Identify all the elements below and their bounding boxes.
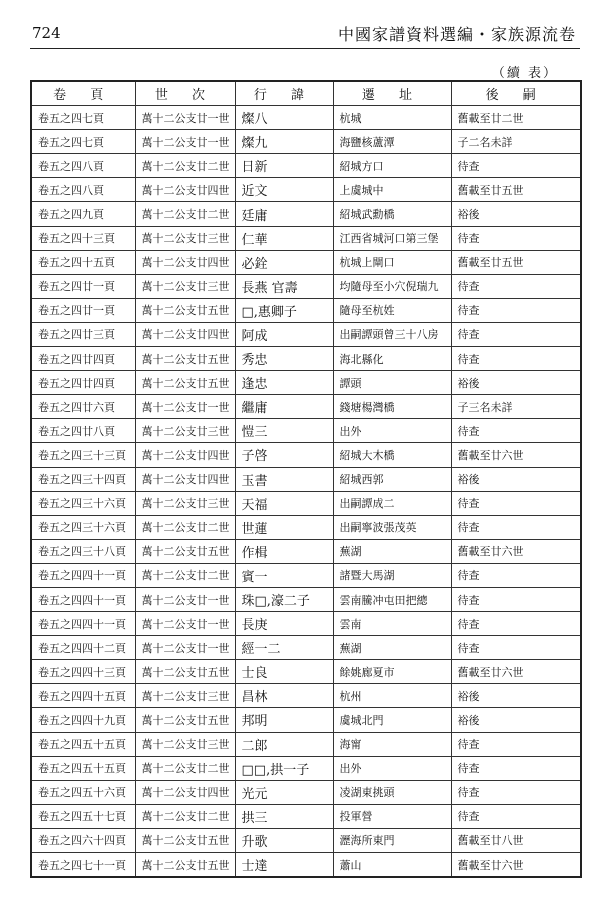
cell-volume-page: 卷五之四五十五頁 [31, 732, 135, 756]
cell-generation: 萬十二公支廿五世 [135, 708, 235, 732]
cell-name: 天福 [235, 491, 333, 515]
cell-volume-page: 卷五之四十三頁 [31, 226, 135, 250]
cell-name: 繼庸 [235, 395, 333, 419]
cell-generation: 萬十二公支廿一世 [135, 130, 235, 154]
table-row [31, 443, 581, 467]
cell-generation: 萬十二公支廿四世 [135, 322, 235, 346]
cell-name: □□,拱一子 [235, 756, 333, 780]
table-row [31, 130, 581, 154]
cell-migration: 蕭山 [333, 853, 451, 878]
column-header-name: 行 諱 [235, 81, 333, 106]
cell-name: 廷庸 [235, 202, 333, 226]
table-header-row [31, 81, 581, 106]
cell-name: 士達 [235, 853, 333, 878]
cell-migration: 出外 [333, 756, 451, 780]
cell-migration: 出外 [333, 419, 451, 443]
cell-migration: 錢塘楊灣橋 [333, 395, 451, 419]
cell-migration: 上虞城中 [333, 178, 451, 202]
cell-descendants: 裕後 [451, 684, 581, 708]
cell-name: 必銓 [235, 250, 333, 274]
cell-generation: 萬十二公支廿二世 [135, 563, 235, 587]
table-row [31, 756, 581, 780]
cell-migration: 譚頭 [333, 371, 451, 395]
cell-generation: 萬十二公支廿五世 [135, 853, 235, 878]
cell-descendants: 待查 [451, 780, 581, 804]
cell-volume-page: 卷五之四廿四頁 [31, 371, 135, 395]
cell-descendants: 待查 [451, 756, 581, 780]
cell-descendants: 子三名未詳 [451, 395, 581, 419]
cell-descendants: 待查 [451, 322, 581, 346]
cell-generation: 萬十二公支廿三世 [135, 226, 235, 250]
running-title: 中國家譜資料選編・家族源流卷 [337, 25, 576, 44]
cell-migration: 諸暨大馬湖 [333, 563, 451, 587]
table-row [31, 853, 581, 878]
cell-migration: 海北縣化 [333, 347, 451, 371]
cell-name: 長庚 [235, 612, 333, 636]
cell-volume-page: 卷五之四七十一頁 [31, 853, 135, 878]
cell-name: 近文 [235, 178, 333, 202]
cell-volume-page: 卷五之四三十四頁 [31, 467, 135, 491]
cell-generation: 萬十二公支廿二世 [135, 756, 235, 780]
cell-name: 玉書 [235, 467, 333, 491]
cell-descendants: 待查 [451, 612, 581, 636]
cell-migration: 紹城方口 [333, 154, 451, 178]
table-row [31, 226, 581, 250]
cell-generation: 萬十二公支廿一世 [135, 395, 235, 419]
cell-migration: 紹城大木橋 [333, 443, 451, 467]
cell-descendants: 舊載至廿八世 [451, 828, 581, 852]
table-row [31, 660, 581, 684]
cell-generation: 萬十二公支廿三世 [135, 732, 235, 756]
cell-migration: 雲南 [333, 612, 451, 636]
cell-migration: 出嗣譚成二 [333, 491, 451, 515]
column-header-descendants: 後 嗣 [451, 81, 581, 106]
cell-migration: 杭城上閘口 [333, 250, 451, 274]
cell-volume-page: 卷五之四四十一頁 [31, 612, 135, 636]
table-body [31, 106, 581, 878]
cell-migration: 紹城西郭 [333, 467, 451, 491]
cell-volume-page: 卷五之四四十一頁 [31, 587, 135, 611]
table-row [31, 612, 581, 636]
table-row [31, 732, 581, 756]
cell-migration: 投軍營 [333, 804, 451, 828]
table-row [31, 250, 581, 274]
table-row [31, 684, 581, 708]
cell-migration: 瀝海所東門 [333, 828, 451, 852]
table-row [31, 539, 581, 563]
cell-descendants: 待查 [451, 226, 581, 250]
cell-descendants: 裕後 [451, 708, 581, 732]
cell-name: 士良 [235, 660, 333, 684]
table-row [31, 491, 581, 515]
cell-name: 長燕 官壽 [235, 274, 333, 298]
cell-name: 愷三 [235, 419, 333, 443]
cell-generation: 萬十二公支廿四世 [135, 250, 235, 274]
cell-generation: 萬十二公支廿三世 [135, 274, 235, 298]
cell-migration: 杭州 [333, 684, 451, 708]
cell-migration: 蕪湖 [333, 636, 451, 660]
cell-volume-page: 卷五之四三十三頁 [31, 443, 135, 467]
cell-descendants: 待查 [451, 563, 581, 587]
cell-migration: 隨母至杭姓 [333, 298, 451, 322]
cell-volume-page: 卷五之四六十四頁 [31, 828, 135, 852]
cell-generation: 萬十二公支廿四世 [135, 443, 235, 467]
table-row [31, 563, 581, 587]
cell-volume-page: 卷五之四九頁 [31, 202, 135, 226]
cell-generation: 萬十二公支廿三世 [135, 419, 235, 443]
cell-name: □,惠卿子 [235, 298, 333, 322]
table-row [31, 347, 581, 371]
cell-name: 昌林 [235, 684, 333, 708]
table-row [31, 780, 581, 804]
cell-migration: 虞城北門 [333, 708, 451, 732]
table-row [31, 395, 581, 419]
table-row [31, 467, 581, 491]
cell-descendants: 待查 [451, 804, 581, 828]
cell-name: 秀忠 [235, 347, 333, 371]
cell-volume-page: 卷五之四四十五頁 [31, 684, 135, 708]
cell-descendants: 待查 [451, 154, 581, 178]
cell-descendants: 舊載至廿六世 [451, 443, 581, 467]
table-row [31, 636, 581, 660]
cell-generation: 萬十二公支廿一世 [135, 636, 235, 660]
cell-generation: 萬十二公支廿一世 [135, 106, 235, 130]
cell-descendants: 裕後 [451, 371, 581, 395]
cell-descendants: 裕後 [451, 467, 581, 491]
cell-migration: 蕪湖 [333, 539, 451, 563]
cell-volume-page: 卷五之四廿三頁 [31, 322, 135, 346]
table-row [31, 804, 581, 828]
cell-descendants: 待查 [451, 274, 581, 298]
cell-descendants: 待查 [451, 732, 581, 756]
cell-name: 世蓮 [235, 515, 333, 539]
header-rule [30, 48, 580, 49]
cell-name: 仁華 [235, 226, 333, 250]
cell-migration: 海甯 [333, 732, 451, 756]
cell-generation: 萬十二公支廿二世 [135, 804, 235, 828]
table-row [31, 322, 581, 346]
cell-volume-page: 卷五之四三十六頁 [31, 491, 135, 515]
cell-name: 逢忠 [235, 371, 333, 395]
cell-name: 作楫 [235, 539, 333, 563]
table-row [31, 371, 581, 395]
table-row [31, 515, 581, 539]
cell-volume-page: 卷五之四廿六頁 [31, 395, 135, 419]
table-row [31, 202, 581, 226]
cell-name: 子啓 [235, 443, 333, 467]
cell-name: 升歌 [235, 828, 333, 852]
cell-migration: 雲南騰冲屯田把總 [333, 587, 451, 611]
cell-generation: 萬十二公支廿四世 [135, 467, 235, 491]
cell-generation: 萬十二公支廿五世 [135, 371, 235, 395]
cell-generation: 萬十二公支廿五世 [135, 828, 235, 852]
cell-descendants: 舊載至廿五世 [451, 178, 581, 202]
cell-descendants: 待查 [451, 587, 581, 611]
cell-volume-page: 卷五之四廿一頁 [31, 298, 135, 322]
table-row [31, 154, 581, 178]
cell-volume-page: 卷五之四五十六頁 [31, 780, 135, 804]
cell-volume-page: 卷五之四三十八頁 [31, 539, 135, 563]
cell-name: 日新 [235, 154, 333, 178]
cell-descendants: 舊載至廿六世 [451, 660, 581, 684]
cell-descendants: 待查 [451, 347, 581, 371]
genealogy-table [30, 80, 582, 878]
cell-generation: 萬十二公支廿五世 [135, 539, 235, 563]
cell-name: 邦明 [235, 708, 333, 732]
cell-name: 珠□,濠二子 [235, 587, 333, 611]
cell-generation: 萬十二公支廿二世 [135, 154, 235, 178]
table-row [31, 106, 581, 130]
page-number: 724 [32, 24, 61, 42]
table-row [31, 298, 581, 322]
cell-volume-page: 卷五之四四十九頁 [31, 708, 135, 732]
column-header-migration: 遷 址 [333, 81, 451, 106]
cell-volume-page: 卷五之四四十一頁 [31, 563, 135, 587]
cell-volume-page: 卷五之四三十六頁 [31, 515, 135, 539]
cell-migration: 均隨母至小穴倪瑞九 [333, 274, 451, 298]
cell-migration: 江西省城河口第三堡 [333, 226, 451, 250]
cell-volume-page: 卷五之四五十七頁 [31, 804, 135, 828]
column-header-generation: 世 次 [135, 81, 235, 106]
cell-descendants: 舊載至廿六世 [451, 853, 581, 878]
cell-volume-page: 卷五之四十五頁 [31, 250, 135, 274]
cell-descendants: 待查 [451, 491, 581, 515]
cell-migration: 紹城武勳橋 [333, 202, 451, 226]
cell-volume-page: 卷五之四四十二頁 [31, 636, 135, 660]
cell-generation: 萬十二公支廿四世 [135, 178, 235, 202]
cell-migration: 杭城 [333, 106, 451, 130]
cell-volume-page: 卷五之四八頁 [31, 178, 135, 202]
cell-generation: 萬十二公支廿三世 [135, 491, 235, 515]
cell-migration: 凌湖東挑頭 [333, 780, 451, 804]
table-row [31, 828, 581, 852]
cell-generation: 萬十二公支廿一世 [135, 612, 235, 636]
cell-name: 燦九 [235, 130, 333, 154]
cell-name: 阿成 [235, 322, 333, 346]
cell-generation: 萬十二公支廿二世 [135, 515, 235, 539]
cell-volume-page: 卷五之四四十三頁 [31, 660, 135, 684]
table-row [31, 587, 581, 611]
cell-descendants: 待查 [451, 515, 581, 539]
cell-migration: 餘姚廊夏市 [333, 660, 451, 684]
table-row [31, 419, 581, 443]
cell-descendants: 待查 [451, 636, 581, 660]
cell-volume-page: 卷五之四廿八頁 [31, 419, 135, 443]
cell-generation: 萬十二公支廿五世 [135, 347, 235, 371]
cell-name: 二郎 [235, 732, 333, 756]
cell-name: 光元 [235, 780, 333, 804]
cell-volume-page: 卷五之四廿一頁 [31, 274, 135, 298]
cell-migration: 出嗣譚頭曾三十八房 [333, 322, 451, 346]
cell-volume-page: 卷五之四七頁 [31, 130, 135, 154]
cell-generation: 萬十二公支廿五世 [135, 298, 235, 322]
cell-name: 賓一 [235, 563, 333, 587]
cell-descendants: 待查 [451, 419, 581, 443]
cell-generation: 萬十二公支廿一世 [135, 587, 235, 611]
cell-name: 經一二 [235, 636, 333, 660]
cell-generation: 萬十二公支廿四世 [135, 780, 235, 804]
table-row [31, 178, 581, 202]
cell-generation: 萬十二公支廿三世 [135, 684, 235, 708]
cell-descendants: 子二名未詳 [451, 130, 581, 154]
cell-name: 拱三 [235, 804, 333, 828]
cell-migration: 出嗣寧波張茂英 [333, 515, 451, 539]
cell-name: 燦八 [235, 106, 333, 130]
cell-descendants: 裕後 [451, 202, 581, 226]
cell-volume-page: 卷五之四七頁 [31, 106, 135, 130]
cell-descendants: 舊載至廿五世 [451, 250, 581, 274]
cell-descendants: 舊載至廿二世 [451, 106, 581, 130]
cell-migration: 海鹽核蘆潭 [333, 130, 451, 154]
continued-label: （續 表） [491, 66, 558, 81]
table-row [31, 274, 581, 298]
cell-descendants: 舊載至廿六世 [451, 539, 581, 563]
cell-generation: 萬十二公支廿二世 [135, 202, 235, 226]
column-header-volume-page: 卷 頁 [31, 81, 135, 106]
cell-volume-page: 卷五之四五十五頁 [31, 756, 135, 780]
cell-generation: 萬十二公支廿五世 [135, 660, 235, 684]
cell-volume-page: 卷五之四八頁 [31, 154, 135, 178]
cell-descendants: 待查 [451, 298, 581, 322]
table-row [31, 708, 581, 732]
cell-volume-page: 卷五之四廿四頁 [31, 347, 135, 371]
